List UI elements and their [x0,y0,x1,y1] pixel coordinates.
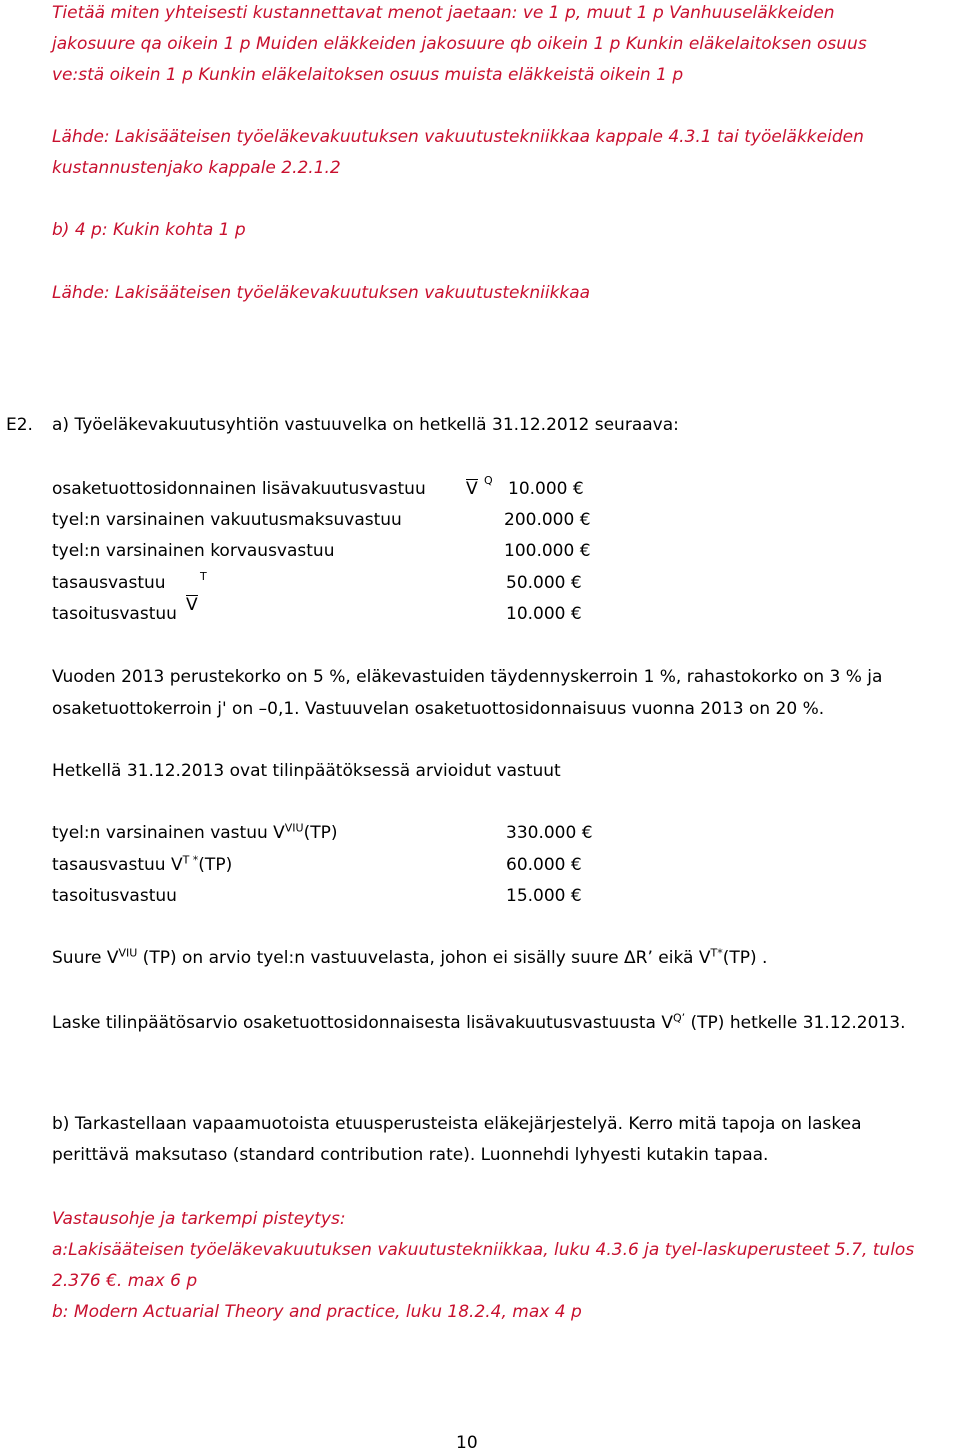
symbol-superscript: Q [484,474,493,487]
row-value: 10.000 € [508,479,584,499]
row-value: 200.000 € [504,510,591,530]
row-label: tasausvastuu [52,573,166,593]
row-value: 15.000 € [506,886,582,906]
answer-a-line-1: a:Lakisääteisen työeläkevakuutuksen vakuutustekniikkaa, luku 4.3.6 ja tyel-laskuperusteet 5.7, tulos [52,1240,915,1260]
row-label: tyel:n varsinainen vastuu $V^{VIU}(TP)$ [52,821,338,843]
intro-line-2: jakosuure qa oikein 1 p Muiden eläkkeiden jakosuure qb oikein 1 p Kunkin eläkelaitoksen osuus [52,34,867,54]
row-value: 330.000 € [506,823,593,843]
row-value: 50.000 € [506,573,582,593]
row-value: 60.000 € [506,855,582,875]
row-label: tasoitusvastuu [52,604,177,624]
parameters-line-1: Vuoden 2013 perustekorko on 5 %, eläkevastuiden täydennyskerroin 1 %, rahastokorko on 3 % ja [52,667,883,687]
parameters-line-2: osaketuottokerroin j' on –0,1. Vastuuvelan osaketuottosidonnaisuus vuonna 2013 on 20 %. [52,699,825,719]
part-b-line-1: b) Tarkastellaan vapaamuotoista etuusperusteista eläkejärjestelyä. Kerro mitä tapoja on laskea [52,1114,862,1134]
answer-a-line-2: 2.376 €. max 6 p [52,1271,198,1291]
page-number: 10 [456,1433,478,1453]
intro-line-1: Tietää miten yhteisesti kustannettavat menot jaetaan: ve 1 p, muut 1 p Vanhuuseläkkeiden [52,3,835,23]
source1-line-1: Lähde: Lakisääteisen työeläkevakuutuksen vakuutustekniikkaa kappale 4.3.1 tai työeläkkeiden [52,127,864,147]
row-label: tyel:n varsinainen vakuutusmaksuvastuu [52,510,402,530]
task-statement: Laske tilinpäätösarvio osaketuottosidonnaisesta lisävakuutusvastuusta $V^{Q’}$ (TP) hetkelle 31.12.2013. [52,1011,906,1033]
intro-line-3: ve:stä oikein 1 p Kunkin eläkelaitoksen osuus muista eläkkeistä oikein 1 p [52,65,684,85]
symbol-superscript: T [200,570,207,583]
row-label: tyel:n varsinainen korvausvastuu [52,541,335,561]
suure-definition: Suure $V^{VIU}$ (TP) on arvio tyel:n vastuuvelasta, johon ei sisälly suure ΔR’ eikä $V^{T*}(TP)$ . [52,946,768,968]
source1-line-2: kustannustenjako kappale 2.2.1.2 [52,158,341,178]
row-value: 100.000 € [504,541,591,561]
part-b-line-2: perittävä maksutaso (standard contribution rate). Luonnehdi lyhyesti kutakin tapaa. [52,1145,769,1165]
row-label: tasoitusvastuu [52,886,177,906]
row-label: tasausvastuu $V^{T *}(TP)$ [52,853,233,875]
exercise-number: E2. [6,415,33,435]
answer-heading: Vastausohje ja tarkempi pisteytys: [52,1209,346,1229]
answer-b-line: b: Modern Actuarial Theory and practice, luku 18.2.4, max 4 p [52,1302,582,1322]
v-bar-symbol: V [186,595,198,615]
estimates-intro: Hetkellä 31.12.2013 ovat tilinpäätöksessä arvioidut vastuut [52,761,561,781]
source2: Lähde: Lakisääteisen työeläkevakuutuksen vakuutustekniikkaa [52,283,591,303]
part-a-heading: a) Työeläkevakuutusyhtiön vastuuvelka on hetkellä 31.12.2012 seuraava: [52,415,679,435]
v-bar-symbol: V [466,479,478,499]
part-b-points: b) 4 p: Kukin kohta 1 p [52,220,246,240]
row-label: osaketuottosidonnainen lisävakuutusvastuu [52,479,426,499]
row-value: 10.000 € [506,604,582,624]
